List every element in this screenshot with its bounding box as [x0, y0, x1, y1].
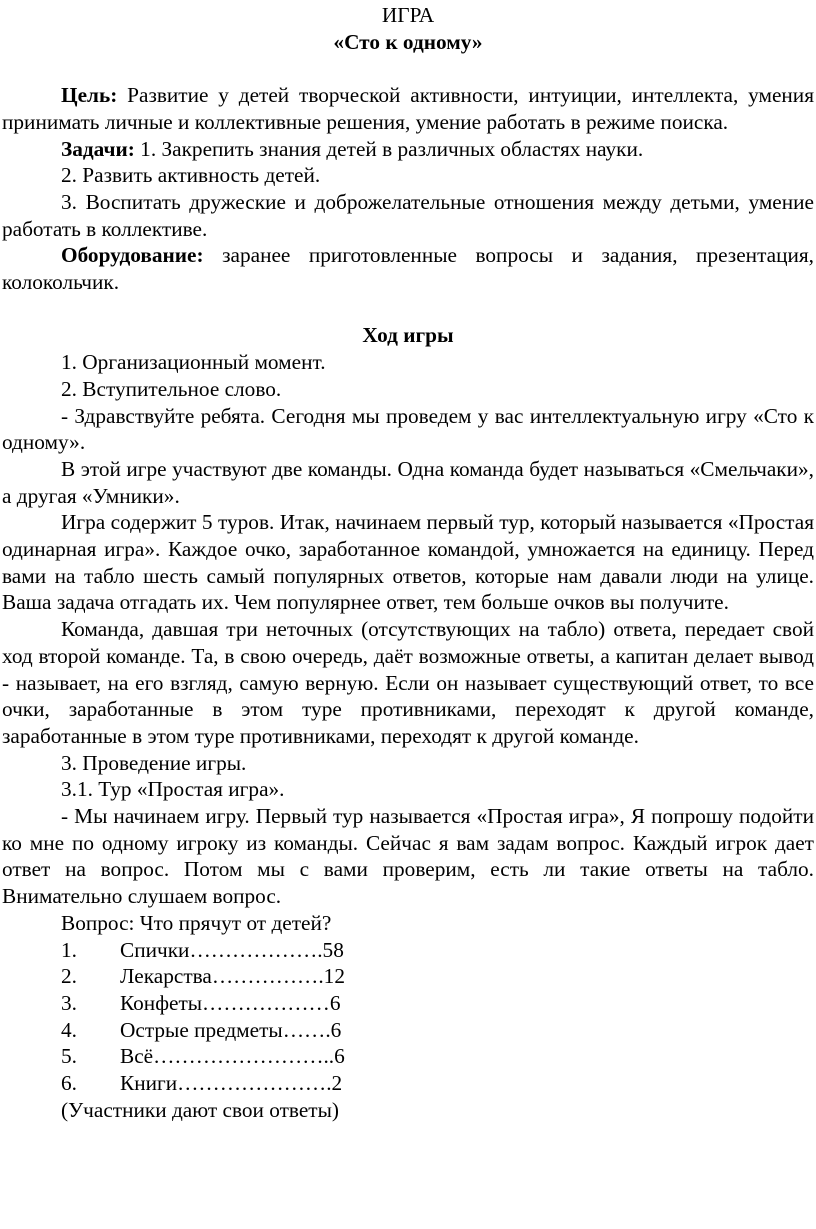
equipment-label: Оборудование:	[61, 243, 204, 268]
list-item	[2, 963, 814, 990]
tasks-paragraph	[2, 136, 814, 163]
list-item-text: Всё……………………..6	[120, 1044, 345, 1069]
section-heading: Ход игры	[362, 323, 454, 348]
list-item-number: 1.	[61, 937, 77, 962]
list-item	[2, 990, 814, 1017]
list-item-text: Спички……………….58	[120, 937, 344, 962]
equipment-paragraph	[2, 242, 814, 295]
course-paragraph: 1. Организационный момент.	[61, 350, 326, 375]
spacer	[2, 296, 814, 323]
goal-paragraph	[2, 82, 814, 135]
list-item-text: Лекарства…………….12	[120, 964, 345, 989]
list-item	[2, 937, 814, 964]
course-paragraph: - Здравствуйте ребята. Сегодня мы проведем у вас интеллектуальную игру «Сто к одному».	[2, 403, 814, 455]
note-line: (Участники дают свои ответы)	[61, 1097, 340, 1122]
course-paragraph: Игра содержит 5 туров. Итак, начинаем первый тур, который называется «Простая одинарная игра». Каждое очко, заработанное командой, умножается на единицу. Перед вами на табло шесть самый популярных ответов, которые нам давали люди на улице. Ваша задача отгадать их. Чем популярнее ответ, тем больше очков вы получите.	[2, 510, 814, 615]
list-item-number: 5.	[61, 1044, 77, 1069]
spacer	[2, 55, 814, 82]
list-item	[2, 1017, 814, 1044]
tasks-item-3: 3. Воспитать дружеские и доброжелательные отношения между детьми, умение работать в коллективе.	[2, 189, 814, 241]
tasks-label: Задачи:	[61, 136, 135, 161]
course-paragraph: 3.1. Тур «Простая игра».	[61, 777, 285, 802]
question-line: Вопрос: Что прячут от детей?	[61, 910, 332, 935]
list-item-text: Конфеты………………6	[120, 990, 341, 1015]
equipment-text: заранее приготовленные вопросы и задания, презентация, колокольчик.	[2, 243, 814, 295]
goal-text: Развитие у детей творческой активности, интуиции, интеллекта, умения принимать личные и коллективные решения, умение работать в режиме поиска.	[2, 83, 814, 134]
list-item-number: 4.	[61, 1017, 77, 1042]
list-item-number: 2.	[61, 964, 77, 989]
goal-label: Цель:	[61, 83, 118, 108]
document-subtitle: «Сто к одному»	[333, 29, 483, 54]
document-title: ИГРА	[381, 3, 435, 27]
course-paragraph: - Мы начинаем игру. Первый тур называется «Простая игра», Я попрошу подойти ко мне по одному игроку из команды. Сейчас я вам задам вопрос. Каждый игрок дает ответ на вопрос. Потом мы с вами проверим, есть ли такие ответы на табло. Внимательно слушаем вопрос.	[2, 804, 814, 909]
tasks-item-1: 1. Закрепить знания детей в различных областях науки.	[134, 136, 644, 161]
answers-list	[2, 937, 814, 1097]
course-paragraph: 3. Проведение игры.	[61, 750, 247, 775]
list-item	[2, 1070, 814, 1097]
course-paragraph: 2. Вступительное слово.	[61, 376, 282, 401]
list-item	[2, 1043, 814, 1070]
list-item-text: Книги………………….2	[120, 1071, 343, 1096]
course-paragraph: В этой игре участвуют две команды. Одна команда будет называться «Смельчаки», а другая «Умники».	[2, 456, 814, 508]
list-item-number: 3.	[61, 990, 77, 1015]
list-item-number: 6.	[61, 1071, 77, 1096]
tasks-item-2: 2. Развить активность детей.	[61, 163, 321, 188]
list-item-text: Острые предметы…….6	[120, 1017, 342, 1042]
course-paragraph: Команда, давшая три неточных (отсутствующих на табло) ответа, передает свой ход второй команде. Та, в свою очередь, даёт возможные ответы, а капитан делает вывод - называет, на его взгляд, самую верную. Если он называет существующий ответ, то все очки, заработанные в этом туре противниками, переходят к другой команде, заработанные в этом туре противниками, переходят к другой команде.	[2, 617, 814, 748]
